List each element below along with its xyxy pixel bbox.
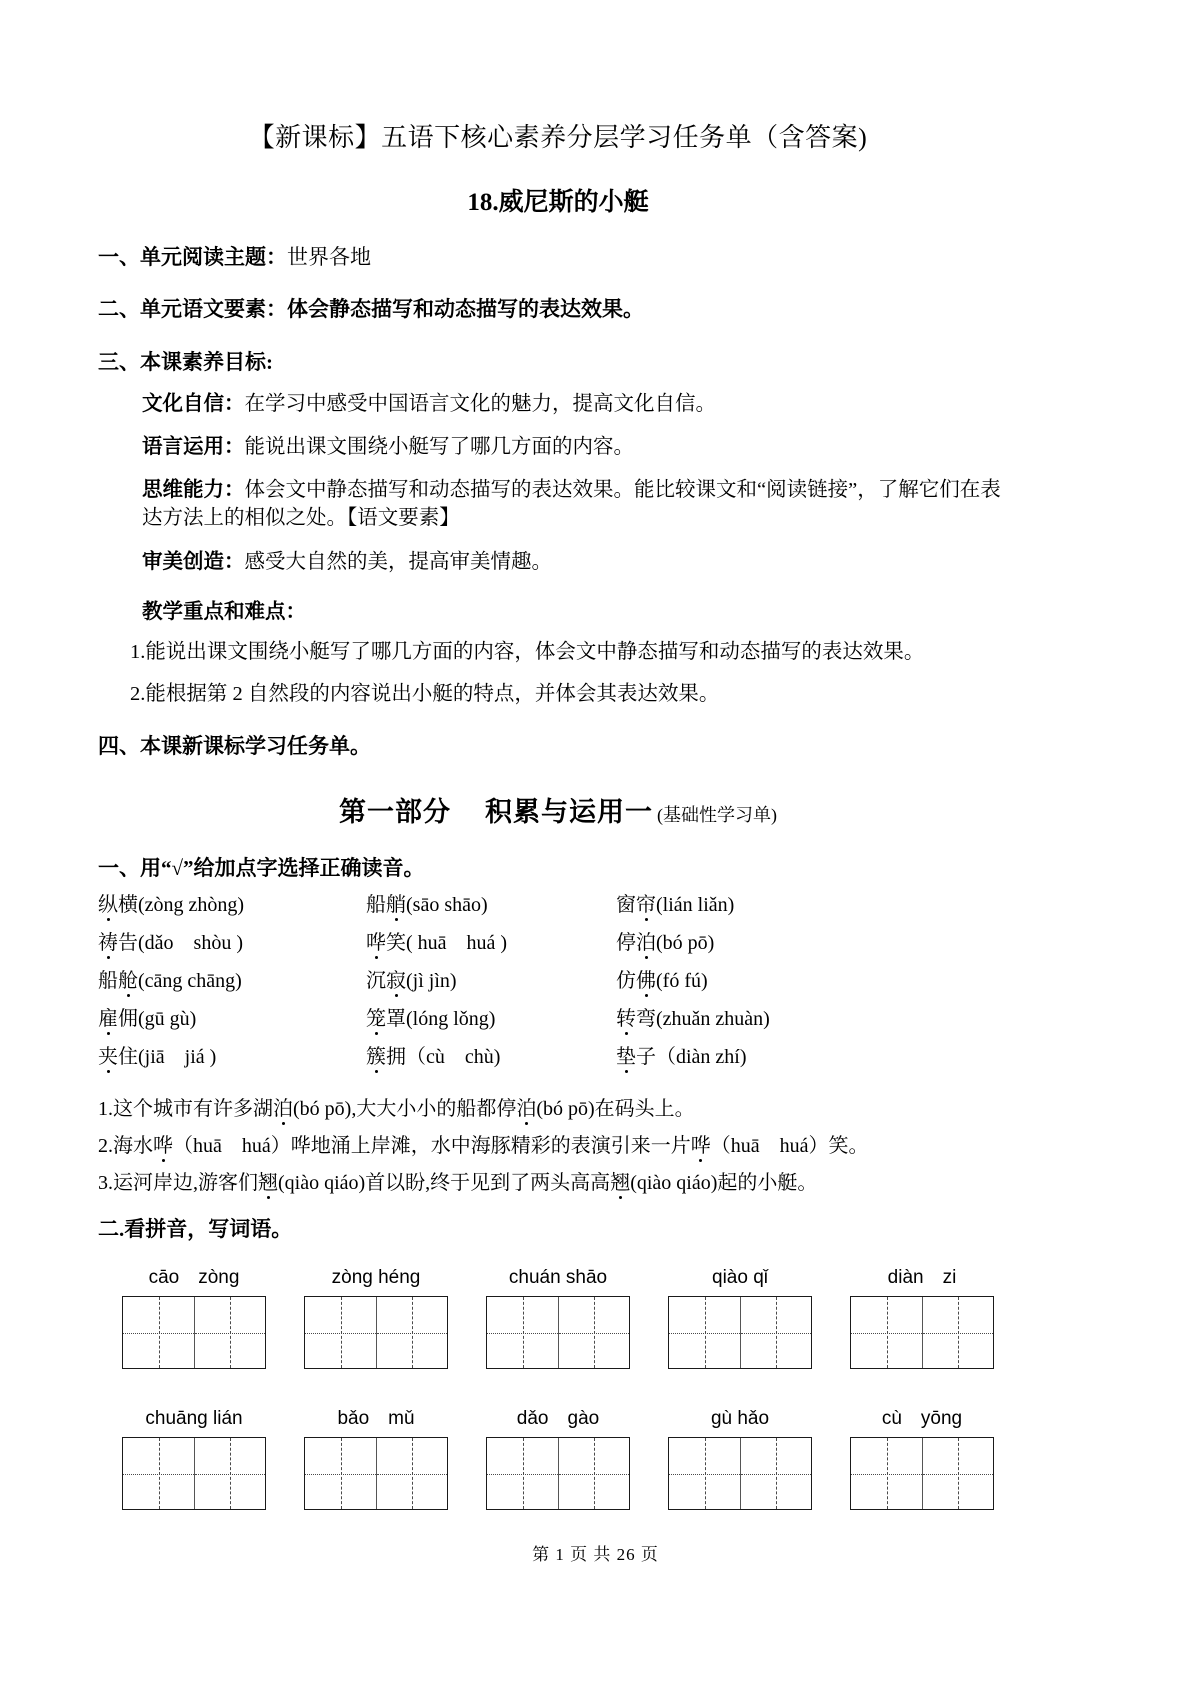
tianzige-cell[interactable]	[558, 1297, 629, 1368]
key-points-heading: 教学重点和难点：	[142, 601, 306, 624]
word-rest: 沉	[366, 970, 386, 993]
part-one-subtitle: 积累与运用一	[485, 796, 653, 827]
dotted-char: 泊	[273, 1098, 293, 1121]
tianzige-cell[interactable]	[740, 1438, 811, 1509]
part-one-title: 第一部分	[339, 796, 451, 827]
pinyin-options: (lián liǎn)	[656, 894, 735, 917]
tianzige-cell[interactable]	[305, 1438, 376, 1509]
tianzige-cell[interactable]	[922, 1297, 993, 1368]
pinyin-options: (dǎo shòu )	[138, 932, 243, 955]
pinyin-label: qiào qǐ	[712, 1267, 768, 1289]
unit-theme-line	[98, 244, 1018, 270]
writing-grid-item	[106, 1409, 282, 1510]
writing-grid-block	[98, 1268, 1018, 1510]
dotted-char: 翘	[258, 1172, 278, 1195]
dotted-char: 夹	[98, 1046, 118, 1069]
table-row	[98, 1046, 1018, 1084]
dotted-char: 艄	[386, 894, 406, 917]
pinyin-options: (sāo shāo)	[406, 894, 488, 917]
tianzige-cell[interactable]	[669, 1297, 740, 1368]
table-row	[98, 932, 1018, 970]
pinyin-label: chuāng lián	[145, 1408, 243, 1430]
sentence-part: (bó pō),大大小小的船都停	[293, 1098, 517, 1121]
tianzige-cell[interactable]	[922, 1438, 993, 1509]
document-title: 【新课标】五语下核心素养分层学习任务单（含答案)	[248, 123, 868, 152]
objective-text: 体会文中静态描写和动态描写的表达效果。能比较课文和“阅读链接”，了解它们在表达方法上的相似之处。【语文要素】	[142, 479, 1001, 529]
dotted-char: 泊	[516, 1098, 537, 1121]
pinyin-item	[616, 894, 1018, 932]
tianzige-box[interactable]	[850, 1296, 994, 1369]
tianzige-box[interactable]	[122, 1296, 266, 1369]
dotted-char: 哗	[153, 1135, 173, 1158]
writing-grid-row-2	[98, 1409, 1018, 1510]
dotted-char: 佛	[636, 970, 656, 993]
pinyin-label: cù yōng	[881, 1408, 963, 1430]
word-rest: 停	[616, 932, 636, 955]
pinyin-item	[366, 970, 616, 1008]
pinyin-item	[98, 1046, 366, 1084]
pinyin-item	[616, 1008, 1018, 1046]
objective-text: 在学习中感受中国语言文化的魅力，提高文化自信。	[244, 392, 716, 415]
writing-grid-item	[106, 1268, 282, 1369]
tianzige-box[interactable]	[668, 1437, 812, 1510]
dotted-char: 泊	[636, 932, 656, 955]
writing-grid-item	[834, 1268, 1010, 1369]
page-footer: 第 1 页 共 26 页	[532, 1545, 659, 1564]
pinyin-label: chuán shāo	[508, 1267, 608, 1289]
objective-text: 感受大自然的美，提高审美情趣。	[244, 550, 552, 573]
tianzige-cell[interactable]	[305, 1297, 376, 1368]
tianzige-box[interactable]	[486, 1296, 630, 1369]
tianzige-box[interactable]	[486, 1437, 630, 1510]
pinyin-item	[616, 970, 1018, 1008]
word-rest: 告	[118, 932, 138, 955]
objective-label: 文化自信：	[142, 392, 245, 415]
word-rest: 弯	[636, 1008, 656, 1031]
pinyin-item	[616, 932, 1018, 970]
tianzige-cell[interactable]	[487, 1297, 558, 1368]
sentence-part: 3.运河岸边,游客们	[98, 1172, 258, 1195]
sentence-part: 1.这个城市有许多湖	[98, 1098, 273, 1121]
tianzige-cell[interactable]	[194, 1438, 265, 1509]
practice-sentence-3	[98, 1171, 1018, 1195]
key-point-1: 1.能说出课文围绕小艇写了哪几方面的内容，体会文中静态描写和动态描写的表达效果。	[130, 641, 925, 664]
word-rest: 仿	[616, 970, 636, 993]
dotted-char: 垫	[616, 1046, 636, 1069]
writing-grid-item	[652, 1268, 828, 1369]
pinyin-item	[98, 932, 366, 970]
writing-grid-item	[652, 1409, 828, 1510]
pinyin-item	[98, 1008, 366, 1046]
word-rest: 横	[118, 894, 138, 917]
exercise-two-title: 二.看拼音，写词语。	[98, 1217, 293, 1242]
word-rest: 拥	[386, 1046, 406, 1069]
objective-text: 能说出课文围绕小艇写了哪几方面的内容。	[244, 435, 634, 458]
pinyin-item	[366, 1046, 616, 1084]
pinyin-item	[366, 894, 616, 932]
writing-grid-row-1	[98, 1268, 1018, 1369]
unit-theme-value: 世界各地	[287, 245, 371, 270]
word-rest: 罩	[386, 1008, 406, 1031]
tianzige-box[interactable]	[668, 1296, 812, 1369]
tianzige-cell[interactable]	[851, 1297, 922, 1368]
pinyin-options: (jiā jiá )	[138, 1046, 217, 1069]
sentence-part: （huā huá）哗地涌上岸滩，水中海豚精彩的表演引来一片	[173, 1135, 691, 1158]
word-rest: 子	[636, 1046, 656, 1069]
tianzige-box[interactable]	[304, 1437, 448, 1510]
word-rest: 船	[98, 970, 118, 993]
pinyin-label: diàn zi	[887, 1267, 957, 1289]
writing-grid-item	[834, 1409, 1010, 1510]
word-rest: 窗	[616, 894, 636, 917]
practice-sentence-2	[98, 1134, 1018, 1158]
dotted-char: 笼	[366, 1008, 386, 1031]
tianzige-cell[interactable]	[194, 1297, 265, 1368]
tianzige-box[interactable]	[122, 1437, 266, 1510]
practice-sentence-1	[98, 1097, 1018, 1121]
pinyin-options: ( huā huá )	[406, 932, 508, 955]
dotted-char: 转	[616, 1008, 636, 1031]
objective-label: 思维能力：	[142, 479, 245, 502]
sentence-part: （huā huá）笑。	[710, 1135, 869, 1158]
objective-label: 语言运用：	[142, 435, 245, 458]
writing-grid-item	[470, 1409, 646, 1510]
pinyin-item	[616, 1046, 1018, 1084]
unit-element-value: 体会静态描写和动态描写的表达效果。	[287, 297, 644, 322]
sentence-part: (qiào qiáo)首以盼,终于见到了两头高高	[278, 1172, 611, 1195]
pinyin-label: dǎo gào	[516, 1408, 600, 1430]
dotted-char: 雇	[98, 1008, 118, 1031]
word-rest: 船	[366, 894, 386, 917]
dotted-char: 帘	[636, 894, 656, 917]
pinyin-label: bǎo mǔ	[337, 1408, 415, 1430]
dotted-char: 纵	[98, 894, 118, 917]
pinyin-label: cāo zòng	[148, 1267, 240, 1289]
pinyin-item	[366, 1008, 616, 1046]
objective-cultural-confidence	[98, 392, 1018, 418]
writing-grid-item	[288, 1268, 464, 1369]
dotted-char: 祷	[98, 932, 118, 955]
tianzige-cell[interactable]	[376, 1438, 447, 1509]
pinyin-options: (jì jìn)	[406, 970, 457, 993]
key-point-2: 2.能根据第 2 自然段的内容说出小艇的特点，并体会其表达效果。	[130, 682, 720, 705]
pinyin-item	[98, 970, 366, 1008]
tianzige-cell[interactable]	[123, 1438, 194, 1509]
pinyin-item	[98, 894, 366, 932]
exercise-one-title: 一、用“√”给加点字选择正确读音。	[98, 856, 425, 881]
tianzige-cell[interactable]	[123, 1297, 194, 1368]
unit-theme-label: 一、单元阅读主题：	[98, 245, 287, 270]
unit-element-label: 二、单元语文要素：	[98, 297, 287, 322]
pinyin-item	[366, 932, 616, 970]
objective-label: 审美创造：	[142, 550, 245, 573]
dotted-char: 舱	[118, 970, 138, 993]
part-one-heading	[98, 796, 1018, 828]
task-sheet-heading: 四、本课新课标学习任务单。	[98, 734, 371, 759]
pinyin-choice-table	[98, 894, 1018, 1084]
page-content	[98, 0, 1018, 1510]
tianzige-cell[interactable]	[376, 1297, 447, 1368]
pinyin-label: gù hǎo	[710, 1408, 770, 1430]
sentence-part: (bó pō)在码头上。	[536, 1098, 695, 1121]
table-row	[98, 970, 1018, 1008]
table-row	[98, 894, 1018, 932]
word-rest: 住	[118, 1046, 138, 1069]
tianzige-cell[interactable]	[851, 1438, 922, 1509]
pinyin-options: (fó fú)	[656, 970, 708, 993]
dotted-char: 哗	[366, 932, 386, 955]
tianzige-box[interactable]	[304, 1296, 448, 1369]
writing-grid-item	[470, 1268, 646, 1369]
word-rest: 笑	[386, 932, 406, 955]
tianzige-cell[interactable]	[487, 1438, 558, 1509]
objective-aesthetic-creation	[98, 550, 1018, 576]
sentence-part: (qiào qiáo)起的小艇。	[630, 1172, 818, 1195]
pinyin-options: (zòng zhòng)	[138, 894, 245, 917]
part-one-note: (基础性学习单)	[657, 804, 777, 825]
dotted-char: 簇	[366, 1046, 386, 1069]
objective-thinking-ability	[98, 477, 1018, 532]
lesson-title: 18.威尼斯的小艇	[467, 189, 649, 217]
dotted-char: 翘	[610, 1172, 631, 1195]
tianzige-cell[interactable]	[558, 1438, 629, 1509]
pinyin-options: (zhuǎn zhuàn)	[656, 1008, 770, 1031]
objective-language-use	[98, 435, 1018, 461]
tianzige-cell[interactable]	[740, 1297, 811, 1368]
pinyin-options: (cāng chāng)	[138, 970, 242, 993]
tianzige-cell[interactable]	[669, 1438, 740, 1509]
word-rest: 佣	[118, 1008, 138, 1031]
pinyin-options: (bó pō)	[656, 932, 715, 955]
pinyin-options: （diàn zhí)	[656, 1046, 747, 1069]
objectives-heading: 三、本课素养目标:	[98, 349, 273, 374]
sentence-part: 2.海水	[98, 1135, 153, 1158]
table-row	[98, 1008, 1018, 1046]
pinyin-options: （cù chù)	[406, 1046, 501, 1069]
writing-grid-item	[288, 1409, 464, 1510]
pinyin-label: zòng héng	[331, 1267, 421, 1289]
dotted-char: 寂	[386, 970, 406, 993]
unit-element-line	[98, 296, 1018, 322]
dotted-char: 哗	[690, 1135, 711, 1158]
pinyin-options: (lóng lǒng)	[406, 1008, 496, 1031]
pinyin-options: (gū gù)	[138, 1008, 197, 1031]
tianzige-box[interactable]	[850, 1437, 994, 1510]
